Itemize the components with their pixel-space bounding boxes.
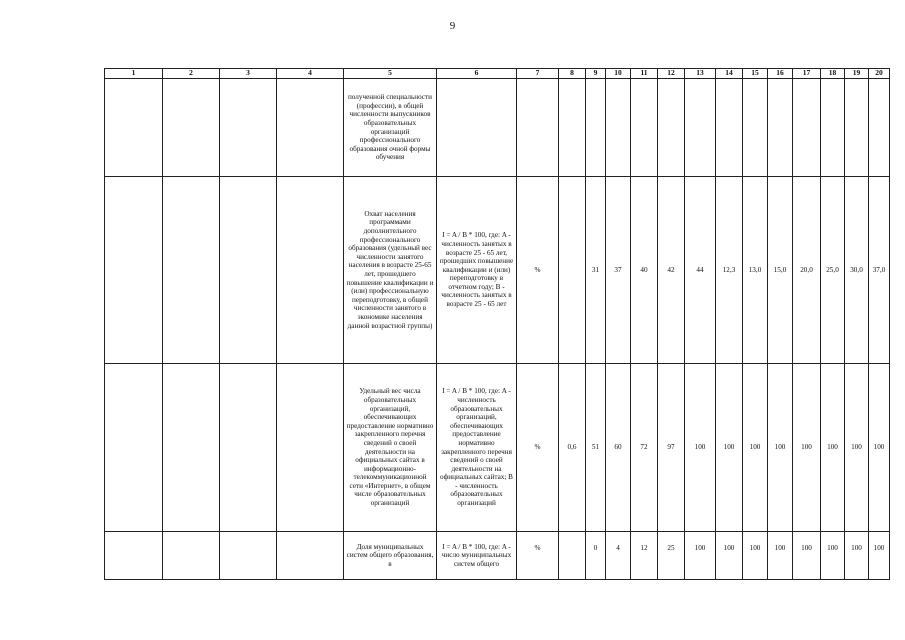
value-cell-col-16 (768, 79, 793, 177)
value-cell-col-7: % (517, 364, 559, 532)
value-cell-col-15 (743, 79, 768, 177)
cell-col-3 (220, 364, 277, 532)
cell-col-4 (277, 364, 344, 532)
column-header-3: 3 (220, 69, 277, 79)
value-cell-col-15: 100 (743, 364, 768, 532)
value-cell-col-15: 13,0 (743, 177, 768, 364)
column-header-12: 12 (658, 69, 685, 79)
table-row (105, 364, 890, 532)
value-cell-col-19: 100 (845, 532, 869, 580)
cell-col-3 (220, 532, 277, 580)
value-cell-col-19: 100 (845, 364, 869, 532)
column-header-9: 9 (586, 69, 606, 79)
value-cell-col-13 (685, 79, 716, 177)
value-cell-col-16: 15,0 (768, 177, 793, 364)
table-row (105, 532, 890, 580)
column-header-5: 5 (344, 69, 437, 79)
value-cell-col-13: 100 (685, 364, 716, 532)
column-header-11: 11 (631, 69, 658, 79)
value-cell-col-13: 44 (685, 177, 716, 364)
column-header-16: 16 (768, 69, 793, 79)
column-header-2: 2 (163, 69, 220, 79)
indicator-name-cell: Удельный вес числа образовательных организаций, обеспечивающих предоставление нормативно закрепленного перечня сведений о своей деятельности на официальных сайтах в информационно-телекоммуникационной сети «Интернет», в общем числе образовательных организаций (344, 364, 437, 532)
value-cell-col-14: 100 (716, 364, 743, 532)
column-header-10: 10 (606, 69, 631, 79)
cell-col-2 (163, 177, 220, 364)
column-header-18: 18 (821, 69, 845, 79)
value-cell-col-19 (845, 79, 869, 177)
indicator-name-cell: полученной специальности (профессии), в общей численности выпускников образовательных организаций профессионального образования очной формы обучения (344, 79, 437, 177)
value-cell-col-13: 100 (685, 532, 716, 580)
value-cell-col-8 (559, 532, 586, 580)
value-cell-col-8 (559, 177, 586, 364)
value-cell-col-14: 100 (716, 532, 743, 580)
indicator-name-cell: Доля муниципальных систем общего образования, в (344, 532, 437, 580)
value-cell-col-11 (631, 79, 658, 177)
value-cell-col-10: 37 (606, 177, 631, 364)
value-cell-col-12 (658, 79, 685, 177)
value-cell-col-19: 30,0 (845, 177, 869, 364)
cell-col-1 (105, 364, 163, 532)
value-cell-col-16: 100 (768, 532, 793, 580)
cell-col-2 (163, 364, 220, 532)
value-cell-col-15: 100 (743, 532, 768, 580)
cell-col-1 (105, 532, 163, 580)
value-cell-col-9: 0 (586, 532, 606, 580)
value-cell-col-20: 37,0 (869, 177, 890, 364)
value-cell-col-8 (559, 79, 586, 177)
value-cell-col-7 (517, 79, 559, 177)
column-header-15: 15 (743, 69, 768, 79)
value-cell-col-12: 25 (658, 532, 685, 580)
value-cell-col-10: 4 (606, 532, 631, 580)
value-cell-col-18 (821, 79, 845, 177)
value-cell-col-17: 100 (793, 364, 821, 532)
value-cell-col-18: 25,0 (821, 177, 845, 364)
value-cell-col-11: 12 (631, 532, 658, 580)
value-cell-col-17: 100 (793, 532, 821, 580)
cell-col-3 (220, 177, 277, 364)
value-cell-col-9: 51 (586, 364, 606, 532)
table-row (105, 79, 890, 177)
value-cell-col-9: 31 (586, 177, 606, 364)
column-header-14: 14 (716, 69, 743, 79)
value-cell-col-20: 100 (869, 364, 890, 532)
formula-cell: I = A / B * 100, где: A - число муниципальных систем общего (437, 532, 517, 580)
cell-col-4 (277, 532, 344, 580)
value-cell-col-12: 97 (658, 364, 685, 532)
cell-col-1 (105, 177, 163, 364)
table-row (105, 177, 890, 364)
cell-col-3 (220, 79, 277, 177)
column-header-8: 8 (559, 69, 586, 79)
column-header-7: 7 (517, 69, 559, 79)
cell-col-4 (277, 177, 344, 364)
value-cell-col-20: 100 (869, 532, 890, 580)
cell-col-1 (105, 79, 163, 177)
formula-cell: I = A / B * 100, где: A - численность образовательных организаций, обеспечивающих предоставление нормативно закрепленного перечня сведений о своей деятельности на официальных сайтах; B - численность образовательных организаций (437, 364, 517, 532)
value-cell-col-17 (793, 79, 821, 177)
value-cell-col-14: 12,3 (716, 177, 743, 364)
value-cell-col-16: 100 (768, 364, 793, 532)
value-cell-col-17: 20,0 (793, 177, 821, 364)
page-number: 9 (449, 20, 456, 32)
column-header-1: 1 (105, 69, 163, 79)
column-header-13: 13 (685, 69, 716, 79)
column-header-4: 4 (277, 69, 344, 79)
value-cell-col-18: 100 (821, 532, 845, 580)
value-cell-col-7: % (517, 532, 559, 580)
value-cell-col-12: 42 (658, 177, 685, 364)
value-cell-col-11: 40 (631, 177, 658, 364)
value-cell-col-18: 100 (821, 364, 845, 532)
column-header-6: 6 (437, 69, 517, 79)
value-cell-col-9 (586, 79, 606, 177)
value-cell-col-14 (716, 79, 743, 177)
column-header-20: 20 (869, 69, 890, 79)
value-cell-col-20 (869, 79, 890, 177)
indicator-name-cell: Охват населения программами дополнительного профессионального образования (удельный вес численности занятого населения в возрасте 25-65 лет, прошедшего повышение квалификации и (или) профессиональную переподготовку, в общей численности занятого в экономике населения данной возрастной группы) (344, 177, 437, 364)
formula-cell (437, 79, 517, 177)
value-cell-col-7: % (517, 177, 559, 364)
value-cell-col-8: 0,6 (559, 364, 586, 532)
cell-col-2 (163, 79, 220, 177)
indicator-table (104, 68, 890, 580)
column-header-19: 19 (845, 69, 869, 79)
value-cell-col-11: 72 (631, 364, 658, 532)
header-row (105, 69, 890, 79)
formula-cell: I = A / B * 100, где: A - численность занятых в возрасте 25 - 65 лет, прошедших повышение квалификации и (или) переподготовку в отчетном году; B - численность занятых в возрасте 25 - 65 лет (437, 177, 517, 364)
value-cell-col-10: 60 (606, 364, 631, 532)
cell-col-4 (277, 79, 344, 177)
cell-col-2 (163, 532, 220, 580)
value-cell-col-10 (606, 79, 631, 177)
column-header-17: 17 (793, 69, 821, 79)
